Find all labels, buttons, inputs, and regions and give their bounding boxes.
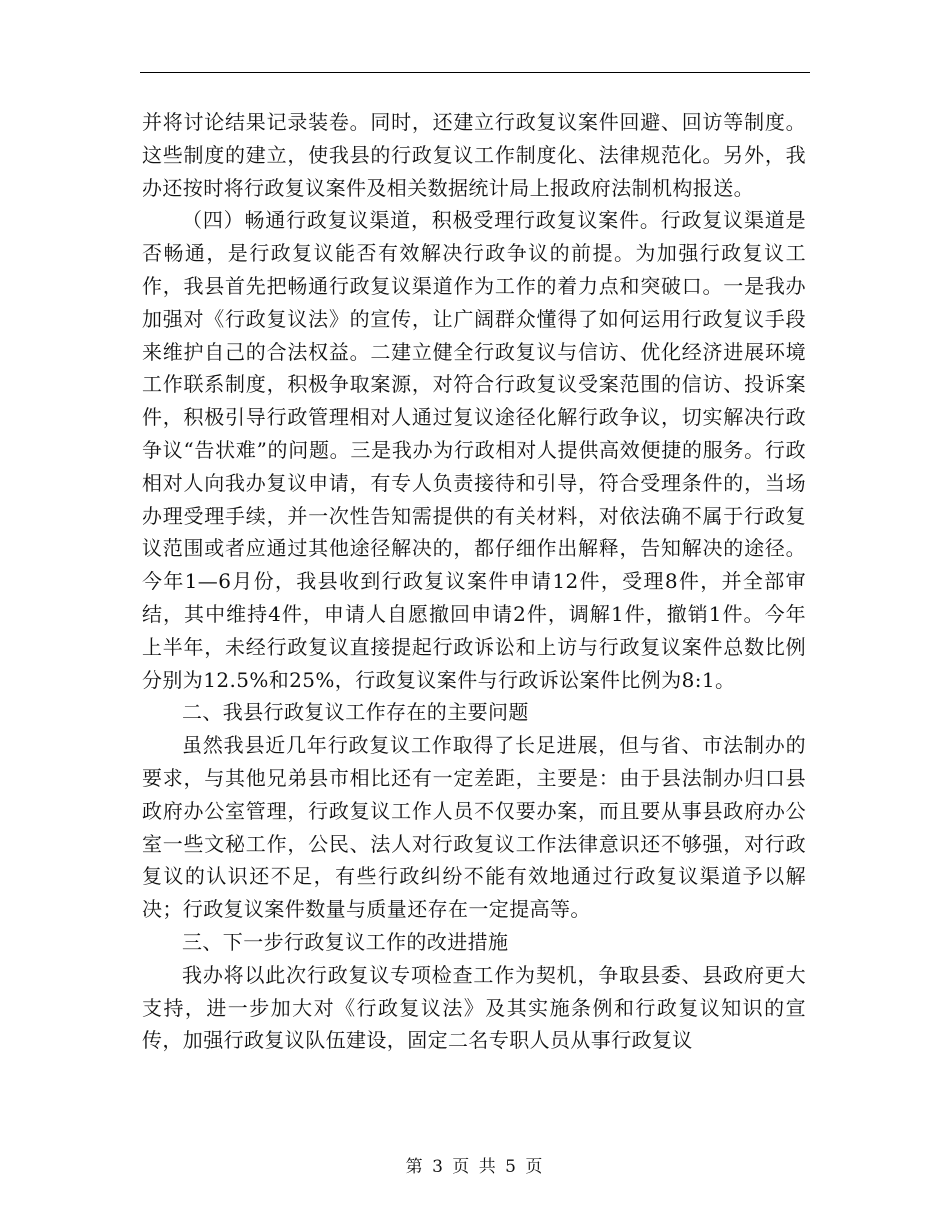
header-rule [140, 72, 810, 73]
document-body [142, 106, 806, 1057]
paragraph-continuation: 并将讨论结果记录装卷。同时，还建立行政复议案件回避、回访等制度。这些制度的建立，使我县的行政复议工作制度化、法律规范化。另外，我办还按时将行政复议案件及相关数据统计局上报政府法制机构报送。 [142, 110, 806, 200]
paragraph-measures: 我办将以此次行政复议专项检查工作为契机，争取县委、县政府更大支持，进一步加大对《行政复议法》及其实施条例和行政复议知识的宣传，加强行政复议队伍建设，固定二名专职人员从事行政复议 [142, 962, 806, 1053]
heading-improvement-measures: 三、下一步行政复议工作的改进措施 [182, 929, 509, 954]
heading-main-problems: 二、我县行政复议工作存在的主要问题 [182, 700, 529, 725]
paragraph-problems: 虽然我县近几年行政复议工作取得了长足进展，但与省、市法制办的要求，与其他兄弟县市相比还有一定差距，主要是：由于县法制办归口县政府办公室管理，行政复议工作人员不仅要办案，而且要从事县政府办公室一些文秘工作，公民、法人对行政复议工作法律意识还不够强，对行政复议的认识还不足，有些行政纠纷不能有效地通过行政复议渠道予以解决；行政复议案件数量与质量还存在一定提高等。 [142, 733, 806, 922]
paragraph-section-four: （四）畅通行政复议渠道，积极受理行政复议案件。行政复议渠道是否畅通，是行政复议能否有效解决行政争议的前提。为加强行政复议工作，我县首先把畅通行政复议渠道作为工作的着力点和突破口。一是我办加强对《行政复议法》的宣传，让广阔群众懂得了如何运用行政复议手段来维护自己的合法权益。二建立健全行政复议与信访、优化经济进展环境工作联系制度，积极争取案源，对符合行政复议受案范围的信访、投诉案件，积极引导行政管理相对人通过复议途径化解行政争议，切实解决行政争议“告状难”的问题。三是我办为行政相对人提供高效便捷的服务。行政相对人向我办复议申请，有专人负责接待和引导，符合受理条件的，当场办理受理手续，并一次性告知需提供的有关材料，对依法确不属于行政复议范围或者应通过其他途径解决的，都仔细作出解释，告知解决的途径。今年1—6月份，我县收到行政复议案件申请12件，受理8件，并全部审结，其中维持4件，申请人自愿撤回申请2件，调解1件，撤销1件。今年上半年，未经行政复议直接提起行政诉讼和上访与行政复议案件总数比例分别为12.5%和25%，行政复议案件与行政诉讼案件比例为8:1。 [142, 208, 806, 692]
page-number-footer: 第 3 页 共 5 页 [405, 1157, 545, 1177]
